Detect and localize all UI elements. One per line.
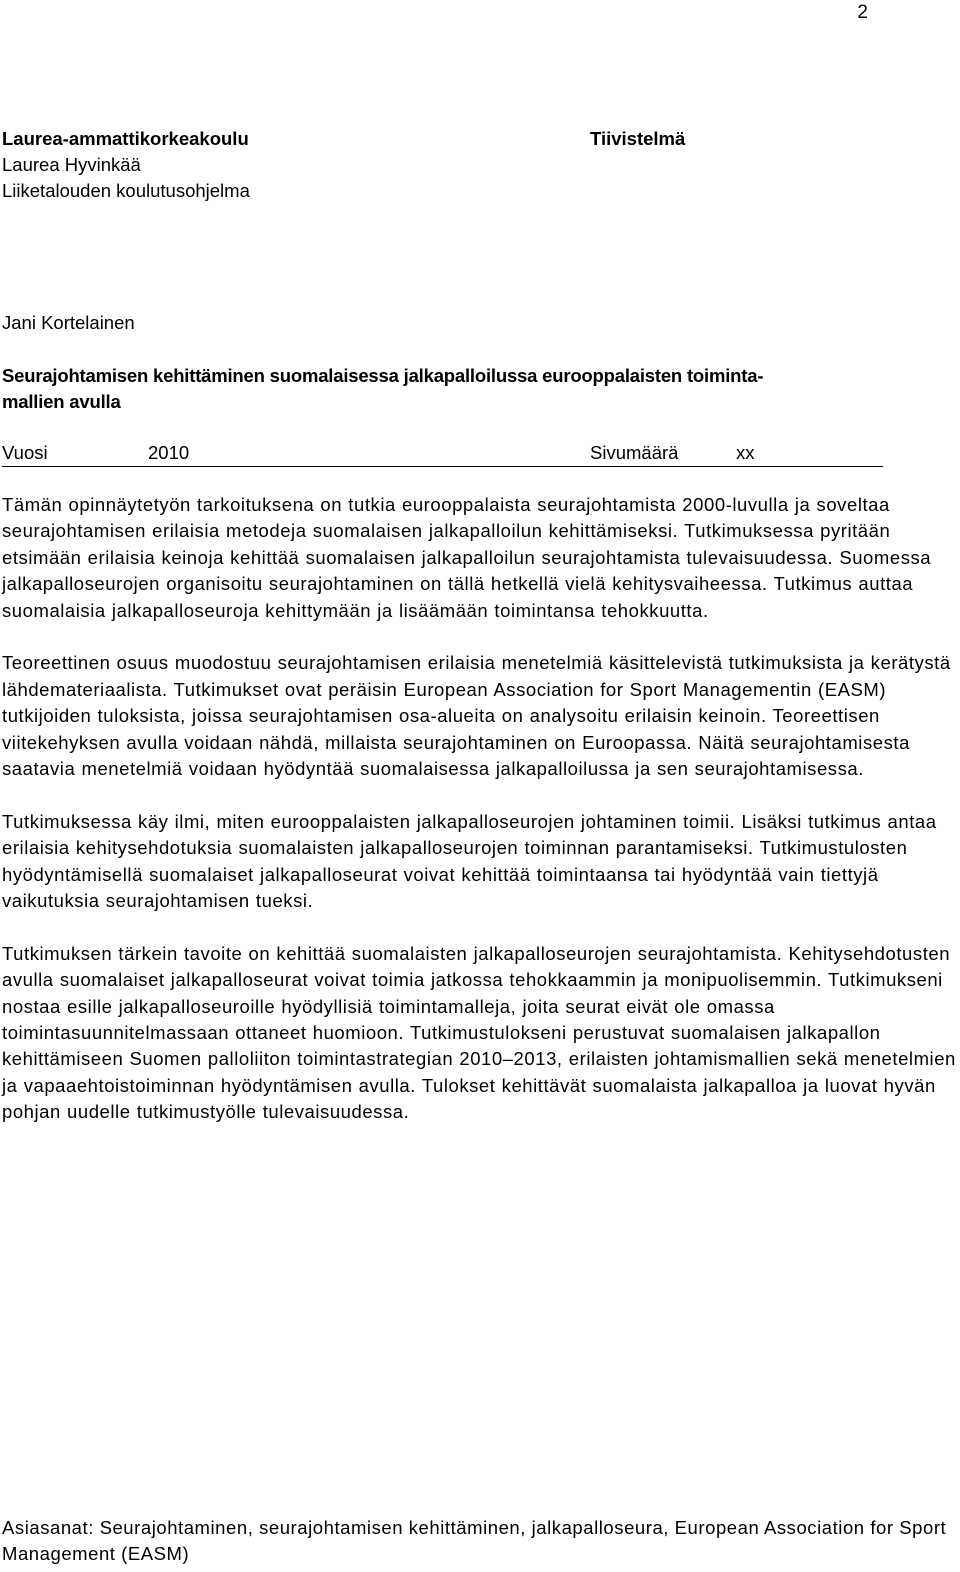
document-type: Tiivistelmä — [590, 128, 686, 149]
meta-row — [2, 440, 883, 467]
pages-label: Sivumäärä — [590, 442, 679, 463]
abstract-body — [2, 492, 957, 1152]
abstract-paragraph-2: Teoreettinen osuus muodostuu seurajohtamisen erilaisia menetelmiä käsittelevistä tutkimuksista ja kerätystä lähdemateriaalista. Tutkimukset ovat peräisin European Association for Sport Managementin (EASM) tutkijoiden tuloksista, joissa seurajohtamisen osa-alueita on analysoitu erilaisin keinoin. Teoreettisen viitekehyksen avulla voidaan nähdä, millaista seurajohtaminen on Euroopassa. Näitä seurajohtamisesta saatavia menetelmiä voidaan hyödyntää suomalaisessa jalkapalloilussa ja sen seurajohtamisessa. — [2, 652, 951, 780]
year-value: 2010 — [148, 442, 190, 463]
document-header — [2, 126, 932, 204]
abstract-paragraph-3: Tutkimuksessa käy ilmi, miten eurooppalaisten jalkapalloseurojen johtaminen toimii. Lisäksi tutkimus antaa erilaisia kehitysehdotuksia suomalaisten jalkapalloseurojen toiminnan parantamiseksi. Tutkimustulosten hyödyntämisellä suomalaiset jalkapalloseurat voivat kehittää toimintaansa tai hyödyntää vain tiettyjä vaikutuksia seurajohtamisen tueksi. — [2, 810, 937, 912]
thesis-title — [2, 363, 932, 415]
thesis-title-line-2: mallien avulla — [2, 391, 121, 412]
abstract-paragraph-4: Tutkimuksen tärkein tavoite on kehittää suomalaisten jalkapalloseurojen seurajohtamista. Kehitysehdotusten avulla suomalaiset jalkapalloseurat voivat toimia jatkossa tehokkaammin ja monipuolisemmin. Tutkimukseni nostaa esille jalkapalloseuroille hyödyllisiä toimintamalleja, joita seurat eivät ole omassa toimintasuunnitelmassaan ottaneet huomioon. Tutkimustulokseni perustuvat suomalaisen jalkapallon kehittämiseen Suomen palloliiton toimintastrategian 2010–2013, erilaisten johtamismallien sekä menetelmien ja vapaaehtoistoiminnan hyödyntämisen avulla. Tulokset kehittävät suomalaista jalkapalloa ja luovat hyvän pohjan uudelle tutkimustyölle tulevaisuudessa. — [2, 942, 956, 1123]
abstract-paragraph-1: Tämän opinnäytetyön tarkoituksena on tutkia eurooppalaista seurajohtamista 2000-luvulla ja soveltaa seurajohtamisen erilaisia metodeja suomalaisen jalkapalloilun kehittämiseksi. Tutkimuksessa pyritään etsimään erilaisia keinoja kehittää suomalaisen jalkapalloilun seurajohtamista tulevaisuudessa. Suomessa jalkapalloseurojen organisoitu seurajohtaminen on tällä hetkellä vielä kehitysvaiheessa. Tutkimus auttaa suomalaisia jalkapalloseuroja kehittymään ja lisäämään toimintansa tehokkuutta. — [2, 494, 932, 621]
programme-name: Liiketalouden koulutusohjelma — [2, 180, 250, 201]
pages-value: xx — [736, 442, 755, 463]
year-label: Vuosi — [2, 442, 48, 463]
keywords: Asiasanat: Seurajohtaminen, seurajohtamisen kehittäminen, jalkapalloseura, European Association for Sport Management (EASM) — [2, 1517, 947, 1564]
campus-name: Laurea Hyvinkää — [2, 154, 141, 175]
school-name: Laurea-ammattikorkeakoulu — [2, 128, 249, 149]
page-number: 2 — [857, 2, 868, 23]
thesis-title-line-1: Seurajohtamisen kehittäminen suomalaisessa jalkapalloilussa eurooppalaisten toiminta- — [2, 365, 764, 386]
author-name: Jani Kortelainen — [2, 312, 135, 333]
